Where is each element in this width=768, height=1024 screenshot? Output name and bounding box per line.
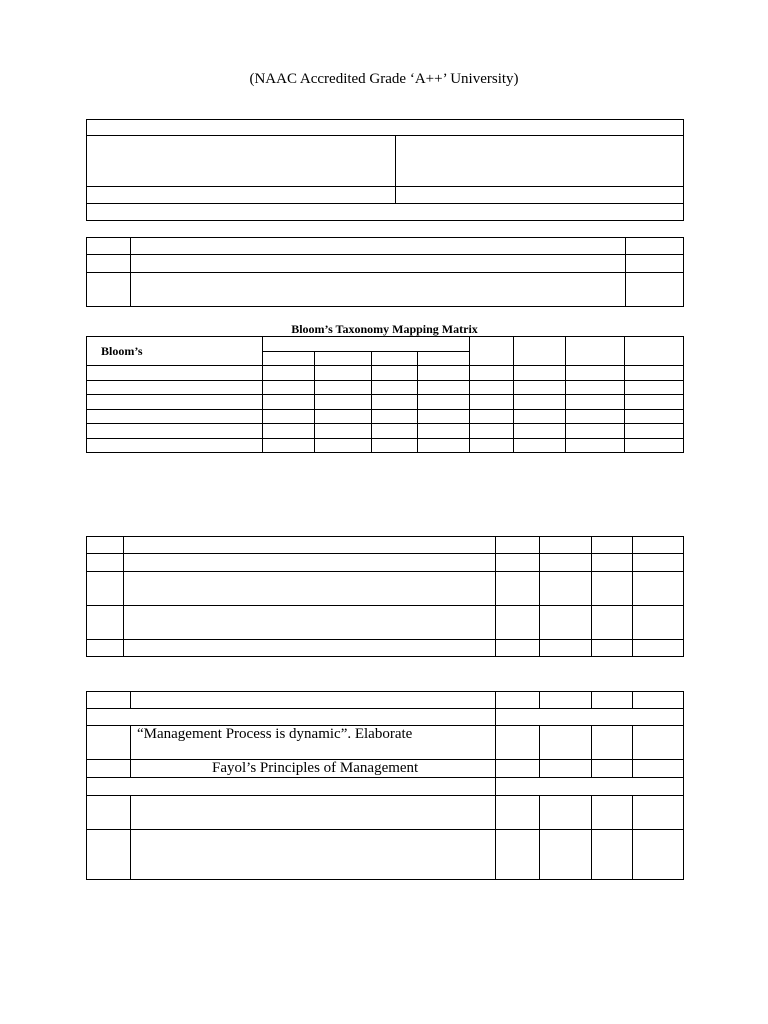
instr-marks-cell [626,255,684,273]
section-a-table [86,536,684,657]
q-no-cell [87,554,124,572]
q-no-cell [87,830,131,880]
course-title-cell [87,120,684,136]
q-text-cell [131,830,496,880]
blooms-matrix-title: Bloom’s Taxonomy Mapping Matrix [291,322,478,336]
q-text-cell [124,640,496,657]
exam-info-table [86,119,684,221]
section-instruction-cell [87,709,496,726]
section-marks-cell [496,709,684,726]
q-text-cell [124,554,496,572]
section-marks-cell [496,778,684,796]
q-no-cell [87,796,131,830]
blooms-col-header [514,337,566,366]
blooms-level-cell [87,410,263,424]
section-instruction-cell [87,778,496,796]
blooms-col-header [566,337,625,366]
q-text-header [124,537,496,554]
instr-no-cell [87,273,131,307]
q-pi-header [633,692,684,709]
blooms-subcol-header [372,352,418,366]
q-text-cell [124,572,496,606]
blooms-group-header [263,337,470,352]
instructions-header-cell [87,204,684,221]
instr-no-cell [87,255,131,273]
instr-no-header [87,238,131,255]
q-no-cell [87,760,131,778]
section-b-table [86,691,684,880]
instr-text-cell [131,255,626,273]
question-text: “Management Process is dynamic”. Elaborate [131,726,496,760]
q-no-cell [87,572,124,606]
q-co-header [540,692,592,709]
university-accreditation-line: (NAAC Accredited Grade ‘A++’ University) [249,71,519,87]
instr-marks-cell [626,273,684,307]
blooms-subcol-header [263,352,315,366]
instr-marks-header [626,238,684,255]
duration-cell [87,187,396,204]
blooms-matrix-table [86,336,684,453]
q-pi-header [633,537,684,554]
exam-details-cell [396,136,684,187]
blooms-subcol-header [418,352,470,366]
q-marks-header [496,537,540,554]
q-bl-header [592,537,633,554]
q-marks-header [496,692,540,709]
blooms-col-header [470,337,514,366]
blooms-subcol-header [315,352,372,366]
q-no-cell [87,640,124,657]
q-text-cell [124,606,496,640]
blooms-level-cell [87,381,263,395]
blooms-level-cell [87,424,263,439]
blooms-row-header: Bloom’s [87,337,263,366]
q-no-cell [87,606,124,640]
instructions-table [86,237,684,307]
instr-text-header [131,238,626,255]
q-co-header [540,537,592,554]
q-text-header [131,692,496,709]
instr-text-cell [131,273,626,307]
blooms-level-cell [87,366,263,381]
q-no-header [87,692,131,709]
q-no-header [87,537,124,554]
blooms-col-header [625,337,684,366]
course-details-cell [87,136,396,187]
q-text-cell [131,796,496,830]
blooms-level-cell [87,395,263,410]
max-marks-cell [396,187,684,204]
q-no-cell [87,726,131,760]
blooms-level-cell [87,439,263,453]
question-text: Fayol’s Principles of Management [131,760,496,778]
q-bl-header [592,692,633,709]
